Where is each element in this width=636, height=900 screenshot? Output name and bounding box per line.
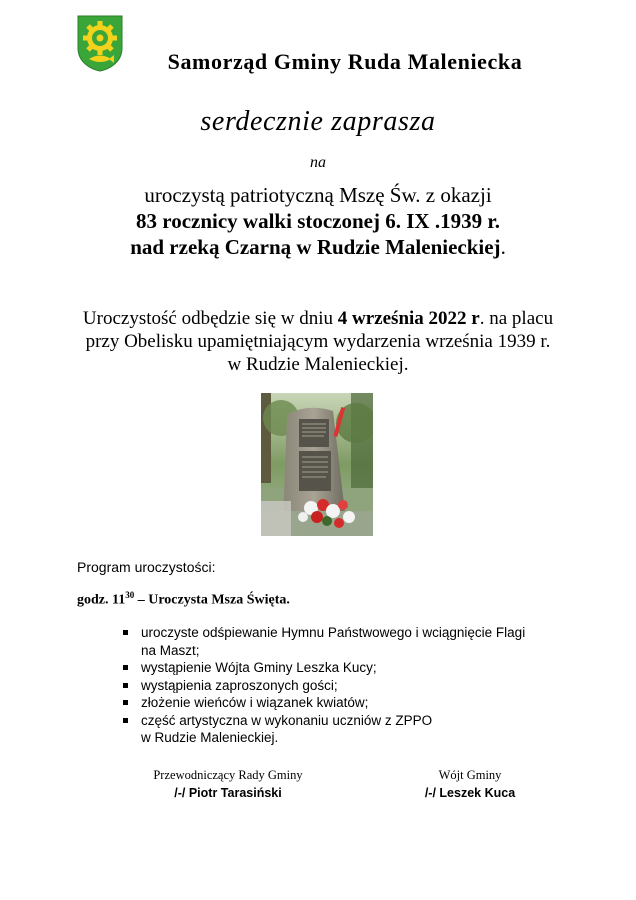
list-item: złożenie wieńców i wiązanek kwiatów;	[122, 694, 562, 712]
signature-name: /-/ Leszek Kuca	[424, 786, 516, 800]
occasion-line-3-wrap	[0, 234, 636, 260]
square-bullet-icon	[123, 630, 128, 635]
signature-role: Wójt Gminy	[438, 768, 502, 782]
gear-crest-icon	[76, 14, 124, 72]
list-item: część artystyczna w wykonaniu uczniów z ZPPO w Rudzie Malenieckiej.	[122, 712, 562, 747]
event-details	[0, 307, 636, 376]
occasion-line-1: uroczystą patriotyczną Mszę Św. z okazji	[144, 183, 492, 207]
invitation-line: serdecznie zaprasza	[200, 106, 436, 137]
obelisk-photo	[261, 393, 373, 536]
mass-time-minutes: 30	[125, 590, 135, 600]
mass-time: godz. 11	[77, 592, 126, 608]
program-label: Program uroczystości:	[77, 559, 216, 575]
signature-role: Przewodniczący Rady Gminy	[153, 768, 303, 782]
square-bullet-icon	[123, 718, 128, 723]
square-bullet-icon	[123, 700, 128, 705]
occasion-line-2: 83 rocznicy walki stoczonej 6. IX .1939 r.	[136, 209, 500, 233]
details-suffix: . na placu	[479, 308, 554, 329]
list-item: uroczyste odśpiewanie Hymnu Państwowego i wciągnięcie Flagi na Maszt;	[122, 624, 562, 659]
program-list	[122, 624, 562, 747]
list-item: wystąpienia zaproszonych gości;	[122, 677, 562, 695]
details-prefix: Uroczystość odbędzie się w dniu	[82, 308, 338, 329]
occasion-line-3: nad rzeką Czarną w Rudzie Malenieckiej	[130, 235, 501, 259]
signature-mayor	[410, 768, 530, 800]
occasion-line-3-end: .	[500, 235, 506, 259]
mass-title: – Uroczysta Msza Święta.	[134, 592, 290, 608]
list-item: wystąpienie Wójta Gminy Leszka Kucy;	[122, 659, 562, 677]
event-date: 4 września 2022 r	[337, 308, 480, 329]
signature-council-chair	[133, 768, 323, 800]
occasion-block	[0, 182, 636, 260]
page-title: Samorząd Gminy Ruda Maleniecka	[167, 49, 523, 74]
details-line-3: w Rudzie Malenieckiej.	[227, 354, 409, 375]
square-bullet-icon	[123, 683, 128, 688]
signature-name: /-/ Piotr Tarasiński	[174, 786, 282, 800]
mass-line	[77, 590, 290, 609]
invitation-na: na	[310, 154, 326, 171]
details-line-2: przy Obelisku upamiętniającym wydarzenia września 1939 r.	[85, 331, 551, 352]
square-bullet-icon	[123, 665, 128, 670]
details-line-1	[0, 307, 636, 330]
